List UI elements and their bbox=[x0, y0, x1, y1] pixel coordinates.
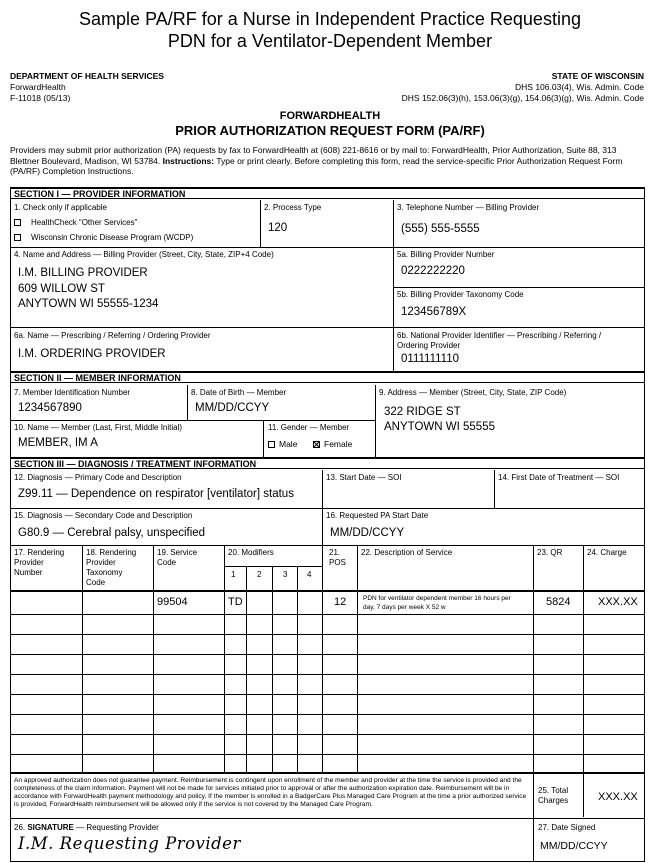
col-18-line2: Provider bbox=[86, 558, 116, 567]
billing-provider-name: I.M. BILLING PROVIDER bbox=[18, 267, 148, 279]
billing-provider-number[interactable]: 0222222220 bbox=[401, 265, 465, 277]
field-3-label: 3. Telephone Number — Billing Provider bbox=[397, 203, 540, 212]
admin-code-2: DHS 152.06(3)(h), 153.06(3)(g), 154.06(3)(g), Wis. Admin. Code bbox=[401, 93, 644, 103]
modifier-3-header: 3 bbox=[283, 570, 288, 579]
billing-provider-street: 609 WILLOW ST bbox=[18, 282, 105, 295]
field-5a-label: 5a. Billing Provider Number bbox=[397, 250, 495, 259]
taxonomy-code[interactable]: 123456789X bbox=[401, 306, 467, 318]
field-12-label: 12. Diagnosis — Primary Code and Description bbox=[14, 473, 182, 482]
field-6b-label-line1: 6b. National Provider Identifier — Prescribing / Referring / bbox=[397, 331, 602, 340]
field-7-label: 7. Member Identification Number bbox=[14, 388, 131, 397]
header-left bbox=[10, 71, 164, 104]
total-label-line1: 25. Total bbox=[538, 786, 569, 795]
admin-code-1: DHS 106.03(4), Wis. Admin. Code bbox=[515, 82, 644, 92]
col-18-line4: Code bbox=[86, 578, 106, 587]
member-name-value[interactable]: MEMBER, IM A bbox=[18, 437, 98, 449]
ordering-provider-npi[interactable]: 0111111110 bbox=[401, 353, 459, 365]
instructions bbox=[10, 145, 644, 177]
page-title-line2: PDN for a Ventilator-Dependent Member bbox=[167, 31, 493, 51]
field-4-label: 4. Name and Address — Billing Provider (Street, City, State, ZIP+4 Code) bbox=[14, 250, 274, 259]
state-name: STATE OF WISCONSIN bbox=[551, 71, 644, 81]
disclaimer: An approved authorization does not guarantee payment. Reimbursement is contingent upon enrollment of the member and provider at the time the service is provided and the completeness of the claim information. Payment will not be made for services initiated prior to approval or after the authorization expiration date. Reimbursement will be in accordance with ForwardHealth payment methodology and policy. If the member is enrolled in a BadgerCare Plus Managed Care Program at the time a prior authorized service is provided, ForwardHealth reimbursement will be allowed only if the service is not covered by the Managed Care Program. bbox=[14, 777, 527, 808]
process-type-value[interactable]: 120 bbox=[268, 222, 288, 234]
field-6a-label: 6a. Name — Prescribing / Referring / Ordering Provider bbox=[14, 331, 211, 340]
member-address[interactable] bbox=[384, 405, 495, 435]
page-title-line1: Sample PA/RF for a Nurse in Independent Practice Requesting bbox=[79, 9, 581, 29]
field-9-label: 9. Address — Member (Street, City, State, ZIP Code) bbox=[379, 388, 567, 397]
col-21-header bbox=[329, 548, 346, 568]
row1-pos[interactable]: 12 bbox=[334, 596, 347, 608]
ordering-provider-name[interactable]: I.M. ORDERING PROVIDER bbox=[18, 348, 166, 360]
telephone-value[interactable]: (555) 555-5555 bbox=[401, 223, 480, 235]
gender-male-option[interactable] bbox=[268, 439, 297, 449]
col-21-line1: 21. bbox=[329, 548, 341, 557]
col-18-line3: Taxonomy bbox=[86, 568, 123, 577]
row1-modifier-1[interactable]: TD bbox=[228, 596, 243, 608]
member-street: 322 RIDGE ST bbox=[384, 406, 461, 418]
billing-provider-city: ANYTOWN WI 55555-1234 bbox=[18, 298, 159, 310]
wcdp-label: Wisconsin Chronic Disease Program (WCDP) bbox=[31, 233, 194, 242]
healthcheck-checkbox[interactable] bbox=[14, 219, 21, 226]
signature-label bbox=[14, 823, 159, 833]
wcdp-option[interactable] bbox=[14, 233, 193, 242]
form-number: F-11018 (05/13) bbox=[10, 93, 71, 103]
col-23-header: 23. QR bbox=[537, 548, 563, 557]
row1-description-line2: day, 7 days per week X 52 w bbox=[363, 604, 446, 611]
wcdp-checkbox[interactable] bbox=[14, 234, 21, 241]
field-6b-label bbox=[397, 331, 601, 351]
modifier-2-header: 2 bbox=[257, 570, 262, 579]
col-24-header: 24. Charge bbox=[587, 548, 627, 557]
col-18-line1: 18. Rendering bbox=[86, 548, 137, 557]
field-14-label: 14. First Date of Treatment — SOI bbox=[498, 473, 620, 482]
col-17-line3: Number bbox=[14, 568, 43, 577]
healthcheck-label: HealthCheck “Other Services” bbox=[31, 218, 138, 227]
brand-name: FORWARDHEALTH bbox=[279, 110, 381, 122]
field-5b-label: 5b. Billing Provider Taxonomy Code bbox=[397, 290, 524, 299]
col-20-header: 20. Modifiers bbox=[228, 548, 274, 557]
dept-name: DEPARTMENT OF HEALTH SERVICES bbox=[10, 71, 164, 81]
signature[interactable]: I.M. Requesting Provider bbox=[18, 834, 241, 853]
field-2-label: 2. Process Type bbox=[264, 203, 322, 212]
row1-qr[interactable]: 5824 bbox=[546, 596, 571, 608]
col-19-line2: Code bbox=[157, 558, 177, 567]
secondary-diagnosis-value[interactable]: G80.9 — Cerebral palsy, unspecified bbox=[18, 527, 206, 539]
form-title: PRIOR AUTHORIZATION REQUEST FORM (PA/RF) bbox=[175, 123, 485, 138]
female-checkbox[interactable] bbox=[313, 441, 320, 448]
section-3-header: SECTION III — DIAGNOSIS / TREATMENT INFORMATION bbox=[10, 457, 644, 469]
org-name: ForwardHealth bbox=[10, 82, 66, 92]
instructions-bold: Instructions: bbox=[162, 155, 215, 166]
billing-provider-address[interactable] bbox=[18, 266, 158, 313]
col-17-line1: 17. Rendering bbox=[14, 548, 65, 557]
male-label: Male bbox=[279, 439, 298, 449]
signature-label-bold: SIGNATURE bbox=[27, 823, 74, 832]
total-charges-label bbox=[538, 786, 568, 806]
page-title bbox=[0, 8, 660, 52]
member-city: ANYTOWN WI 55555 bbox=[384, 421, 495, 433]
date-signed-label: 27. Date Signed bbox=[538, 823, 596, 832]
section-2-header: SECTION II — MEMBER INFORMATION bbox=[10, 371, 644, 383]
col-22-header: 22. Description of Service bbox=[361, 548, 453, 557]
modifier-1-header: 1 bbox=[231, 570, 236, 579]
gender-female-option[interactable] bbox=[313, 439, 352, 449]
female-label: Female bbox=[324, 439, 353, 449]
col-19-line1: 19. Service bbox=[157, 548, 198, 557]
field-1-label: 1. Check only if applicable bbox=[14, 203, 107, 212]
field-10-label: 10. Name — Member (Last, First, Middle Initial) bbox=[14, 423, 183, 432]
modifier-4-header: 4 bbox=[307, 570, 312, 579]
row1-description-line1: PDN for ventilator dependent member 16 hours per bbox=[363, 595, 511, 602]
form-heading bbox=[0, 110, 660, 138]
healthcheck-option[interactable] bbox=[14, 218, 137, 227]
section-1-header: SECTION I — PROVIDER INFORMATION bbox=[10, 187, 644, 199]
col-18-header bbox=[86, 548, 136, 588]
field-16-label: 16. Requested PA Start Date bbox=[326, 511, 429, 520]
male-checkbox[interactable] bbox=[268, 441, 275, 448]
signature-label-num: 26. bbox=[14, 823, 28, 832]
member-id-value[interactable]: 1234567890 bbox=[18, 402, 82, 414]
date-signed-value[interactable]: MM/DD/CCYY bbox=[540, 840, 608, 852]
signature-label-rest: — Requesting Provider bbox=[73, 823, 159, 832]
row1-charge[interactable]: XXX.XX bbox=[598, 596, 638, 608]
col-17-header bbox=[14, 548, 64, 578]
total-label-line2: Charges bbox=[538, 796, 569, 805]
pa-start-date-value[interactable]: MM/DD/CCYY bbox=[330, 527, 405, 539]
field-6b-label-line2: Ordering Provider bbox=[397, 341, 461, 350]
total-charges-value[interactable]: XXX.XX bbox=[598, 791, 638, 803]
field-11-label: 11. Gender — Member bbox=[268, 423, 350, 432]
primary-diagnosis-value[interactable]: Z99.11 — Dependence on respirator [ventilator] status bbox=[18, 488, 294, 500]
header-right bbox=[402, 71, 644, 104]
instructions-text-2: Type or print clearly. Before completing this form, read the service-specific Prior Authorization Request Form (PA/RF) Completion Instructions. bbox=[10, 155, 623, 176]
col-19-header bbox=[157, 548, 197, 568]
instructions-text: Providers may submit prior authorization (PA) requests by fax to ForwardHealth at (608) 221-8616 or by mail to: ForwardHealth, Prior Authorization, Suite 88, 313 Blettner Boulevard, Madison, WI 53784. bbox=[10, 145, 617, 166]
row1-service-code[interactable]: 99504 bbox=[157, 596, 188, 608]
dob-value[interactable]: MM/DD/CCYY bbox=[195, 402, 270, 414]
field-15-label: 15. Diagnosis — Secondary Code and Description bbox=[14, 511, 193, 520]
col-17-line2: Provider bbox=[14, 558, 44, 567]
field-13-label: 13. Start Date — SOI bbox=[326, 473, 402, 482]
col-21-line2: POS bbox=[329, 558, 346, 567]
field-8-label: 8. Date of Birth — Member bbox=[191, 388, 287, 397]
row1-description[interactable] bbox=[363, 594, 511, 612]
